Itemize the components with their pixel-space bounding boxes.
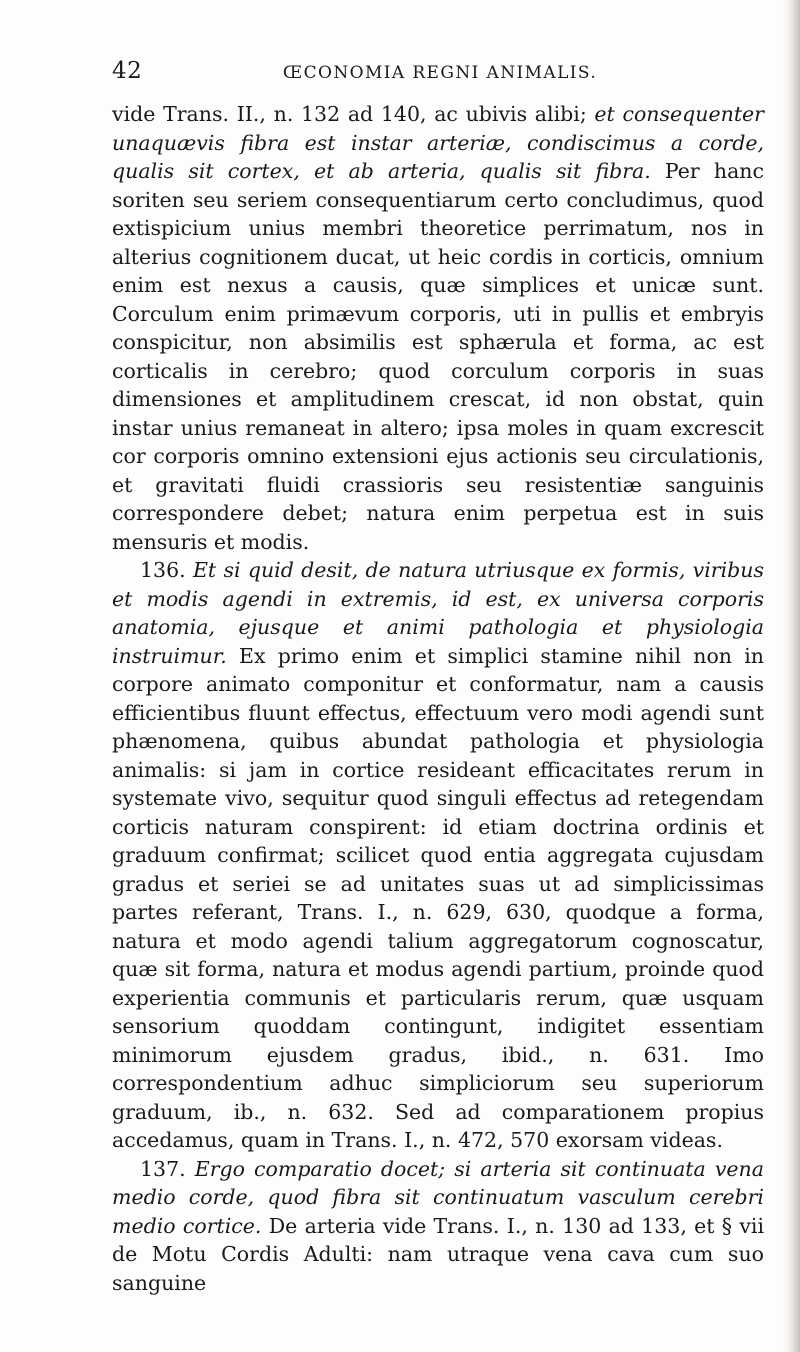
paragraph-number: 136.: [140, 558, 193, 582]
paragraph-continued: [112, 100, 764, 556]
italic-segment: Ergo comparatio docet; si arteria sit continuata vena medio corde, quod fibra sit continuatum vasculum cerebri medio cortice.: [112, 1156, 764, 1238]
page-edge-shadow: [782, 0, 800, 1352]
paragraph-136: [112, 556, 764, 1155]
paragraph-137: [112, 1155, 764, 1298]
text-segment: De arteria vide Trans. I., n. 130 ad 133, et § vii de Motu Cordis Adulti: nam utraque vena cava cum suo sanguine: [112, 1213, 765, 1295]
italic-segment: Et si quid desit, de natura utriusque ex formis, viribus et modis agendi in extremis, id est, ex universa corporis anatomia, ejusque et animi pathologia et physiologia instruimur.: [112, 558, 764, 668]
text-segment: Ex primo enim et simplici stamine nihil non in corpore animato componitur et conformatur, nam a causis efficientibus fluunt effectus, effectuum vero modi agendi sunt phænomena, quibus abundat pathologia et physiologia animalis: si jam in cortice resideant efficacitates rerum in systemate vivo, sequitur quod singuli effectus ad retegendam corticis naturam conspirent: id etiam doctrina ordinis et graduum confirmat; scilicet quod entia aggregata cujusdam gradus et seriei se ad unitates suas ut ad simplicissimas partes referant, Trans. I., n. 629, 630, quodque a forma, natura et modo agendi talium aggregatorum cognoscatur, quæ sit forma, natura et modus agendi partium, proinde quod experientia communis et particularis rerum, quæ usquam sensorium quoddam contingunt, indigitet essentiam minimorum ejusdem gradus, ibid., n. 631. Imo correspondentium adhuc simpliciorum seu superiorum graduum, ib., n. 632. Sed ad comparationem propius accedamus, quam in Trans. I., n. 472, 570 exorsam videas.: [112, 643, 764, 1152]
text-segment: vide Trans. II., n. 132 ad 140, ac ubivis alibi;: [112, 102, 595, 126]
page-number: 42: [112, 58, 143, 84]
running-head: ŒCONOMIA REGNI ANIMALIS.: [282, 63, 598, 83]
paragraph-number: 137.: [140, 1156, 195, 1181]
text-segment: Per hanc soriten seu seriem consequentiarum certo concludimus, quod extispicium unius membri theoretice perrimatum, nos in alterius cognitionem ducat, ut heic cordis in corticis, omnium enim est nexus a causis, quæ simplices et unicæ sunt. Corculum enim primævum corporis, uti in pullis et embryis conspicitur, non absimilis est sphærula et forma, ac est corticalis in cerebro; quod corculum corporis in suas dimensiones et amplitudinem crescat, id non obstat, quin instar unius remaneat in altero; ipsa moles in quam excrescit cor corporis omnino extensioni ejus actionis seu circulationis, et gravitati fluidi crassioris seu resistentiæ sanguinis correspondere debet; natura enim perpetua est in suis mensuris et modis.: [112, 159, 764, 554]
italic-segment: et consequenter unaquævis fibra est instar arteriæ, condiscimus a corde, qualis sit cortex, et ab arteria, qualis sit fibra.: [112, 102, 764, 183]
page-header: [0, 56, 800, 92]
body-text: [112, 100, 764, 1297]
